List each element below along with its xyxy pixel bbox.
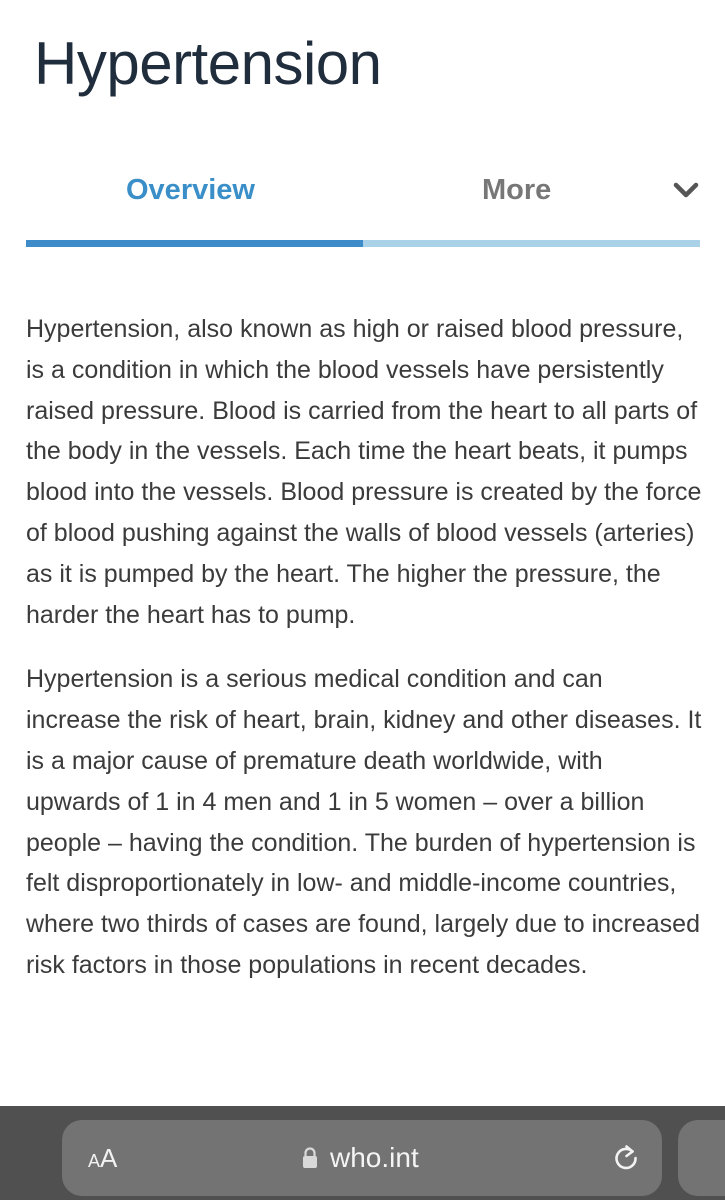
tab-overview[interactable]: Overview	[126, 174, 255, 206]
url-display[interactable]	[302, 1140, 419, 1176]
url-text: who.int	[330, 1142, 419, 1173]
lock-icon	[302, 1147, 318, 1169]
tab-bar	[26, 160, 700, 248]
text-size-button[interactable]	[88, 1142, 117, 1177]
article-paragraph-1: Hypertension, also known as high or raised blood pressure, is a condition in which the blood vessels have persistently raised pressure. Blood is carried from the heart to all parts of the body in the vessels. Each time the heart beats, it pumps blood into the vessels. Blood pressure is created by the force of blood pushing against the walls of blood vessels (arteries) as it is pumped by the heart. The higher the pressure, the harder the heart has to pump.	[26, 315, 702, 629]
tab-more[interactable]: More	[482, 174, 552, 206]
browser-toolbar	[0, 1106, 725, 1200]
address-bar[interactable]	[62, 1120, 662, 1196]
tab-active-indicator	[26, 240, 363, 247]
page-title: Hypertension	[34, 30, 382, 97]
next-tab-preview[interactable]	[678, 1120, 725, 1196]
article-body	[26, 309, 702, 1010]
chevron-down-icon[interactable]	[673, 180, 699, 200]
text-size-small-a: A	[88, 1151, 101, 1171]
article-paragraph-2: Hypertension is a serious medical condition and can increase the risk of heart, brain, kidney and other diseases. It is a major cause of premature death worldwide, with upwards of 1 in 4 men and 1 in 5 women – over a billion people – having the condition. The burden of hypertension is felt disproportionately in low- and middle-income countries, where two thirds of cases are found, largely due to increased risk factors in those populations in recent decades.	[26, 665, 702, 979]
reload-icon[interactable]	[612, 1144, 640, 1172]
text-size-large-a: A	[100, 1143, 118, 1173]
